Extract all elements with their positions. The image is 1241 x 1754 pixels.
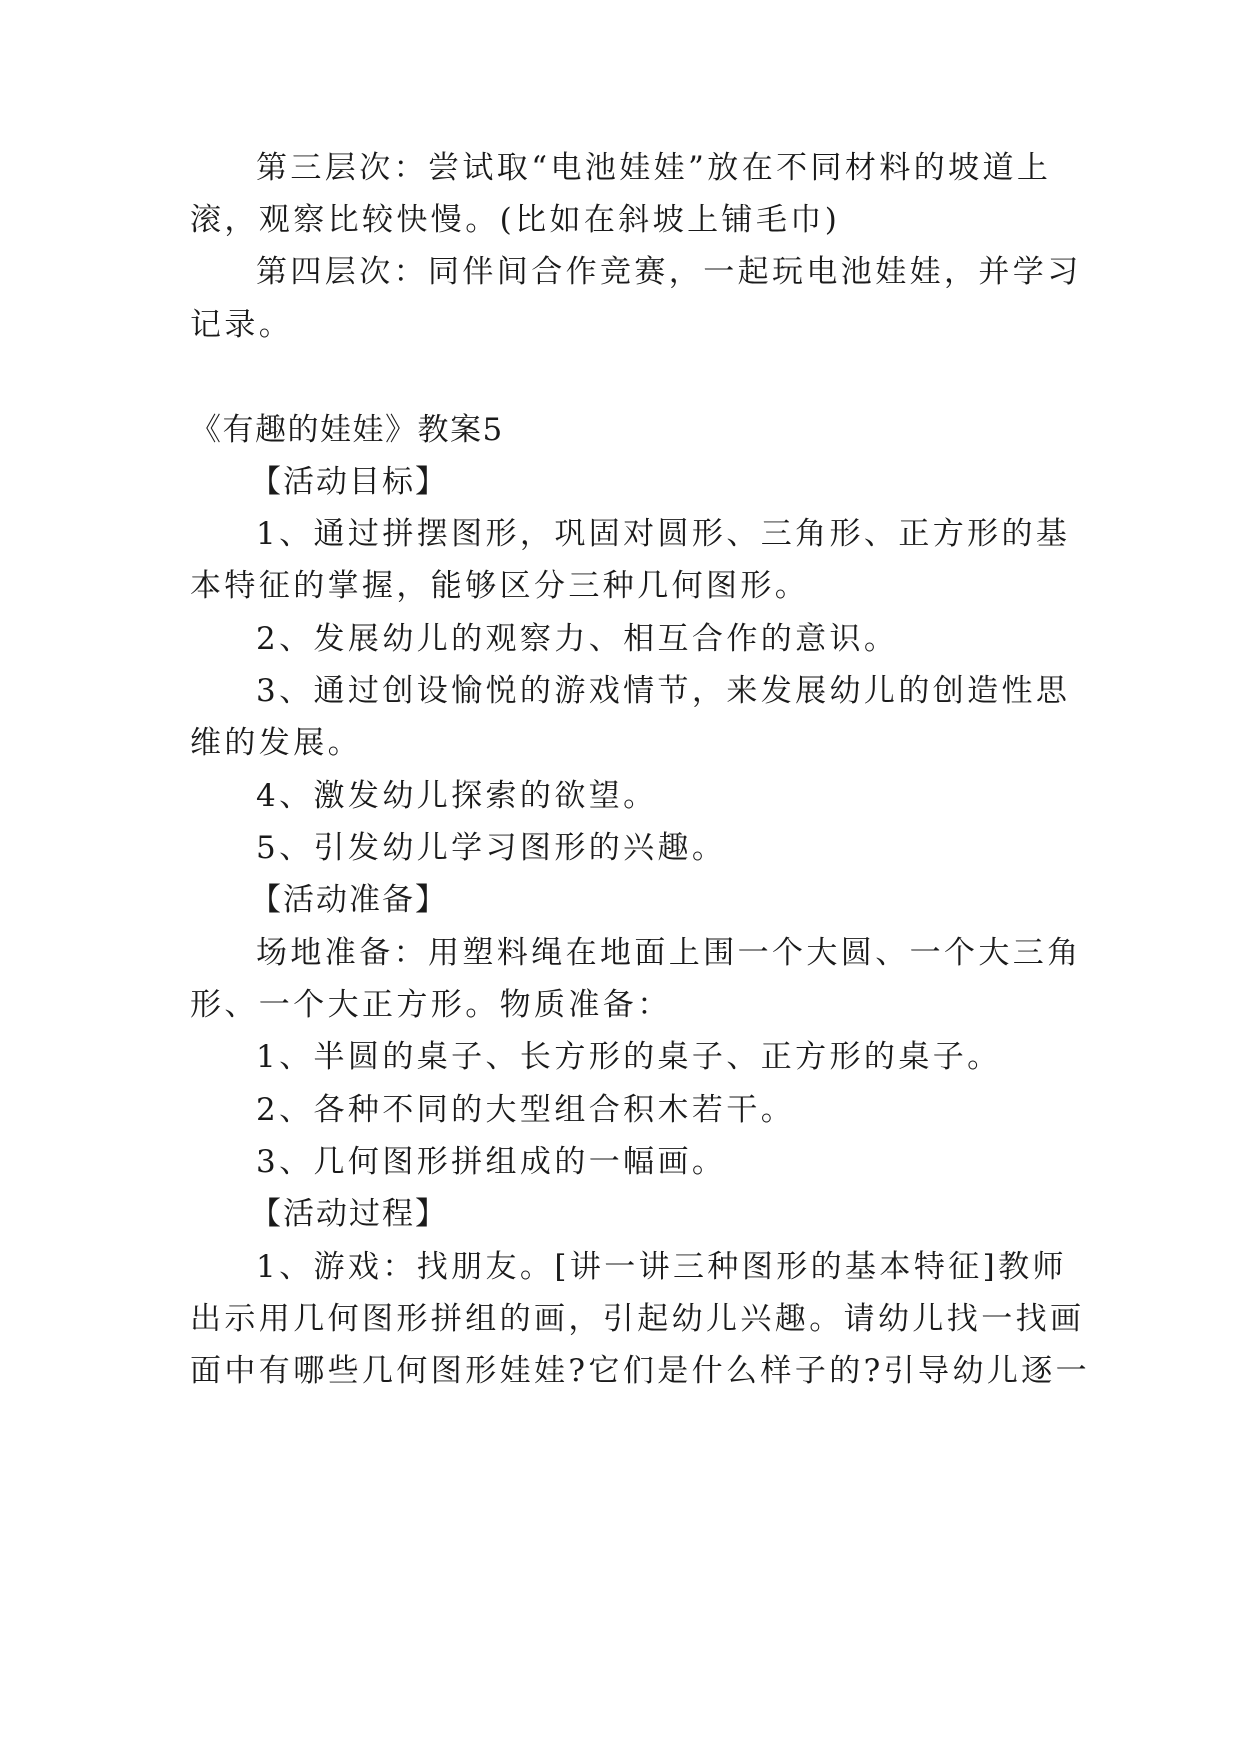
goal-line: 维的发展。 [190, 725, 362, 761]
process-line: 出示用几何图形拼组的画，引起幼儿兴趣。请幼儿找一找画 [190, 1301, 1085, 1337]
prep-line: 1、半圆的桌子、长方形的桌子、正方形的桌子。 [256, 1039, 1002, 1075]
goal-line: 4、激发幼儿探索的欲望。 [256, 778, 658, 814]
goal-line: 3、通过创设愉悦的游戏情节，来发展幼儿的创造性思 [256, 673, 1071, 709]
prep-line: 形、一个大正方形。物质准备： [190, 987, 672, 1023]
lesson-title: 《有趣的娃娃》教案5 [190, 412, 504, 448]
section-heading-process: 【活动过程】 [250, 1196, 448, 1232]
goal-line: 2、发展幼儿的观察力、相互合作的意识。 [256, 621, 899, 657]
process-line: 面中有哪些几何图形娃娃?它们是什么样子的?引导幼儿逐一 [190, 1353, 1091, 1389]
goal-line: 本特征的掌握，能够区分三种几何图形。 [190, 568, 810, 604]
section-heading-goals: 【活动目标】 [250, 464, 448, 500]
paragraph-line: 记录。 [190, 307, 294, 343]
section-heading-prep: 【活动准备】 [250, 882, 448, 918]
goal-line: 5、引发幼儿学习图形的兴趣。 [256, 830, 727, 866]
prep-line: 2、各种不同的大型组合积木若干。 [256, 1092, 796, 1128]
paragraph-line: 第四层次：同伴间合作竞赛，一起玩电池娃娃，并学习 [256, 254, 1082, 290]
prep-line: 场地准备：用塑料绳在地面上围一个大圆、一个大三角 [256, 935, 1082, 971]
paragraph-line: 滚，观察比较快慢。(比如在斜坡上铺毛巾) [190, 202, 841, 238]
process-line: 1、游戏：找朋友。[讲一讲三种图形的基本特征]教师 [256, 1249, 1067, 1285]
prep-line: 3、几何图形拼组成的一幅画。 [256, 1144, 727, 1180]
goal-line: 1、通过拼摆图形，巩固对圆形、三角形、正方形的基 [256, 516, 1071, 552]
paragraph-line: 第三层次：尝试取“电池娃娃”放在不同材料的坡道上 [256, 150, 1052, 186]
